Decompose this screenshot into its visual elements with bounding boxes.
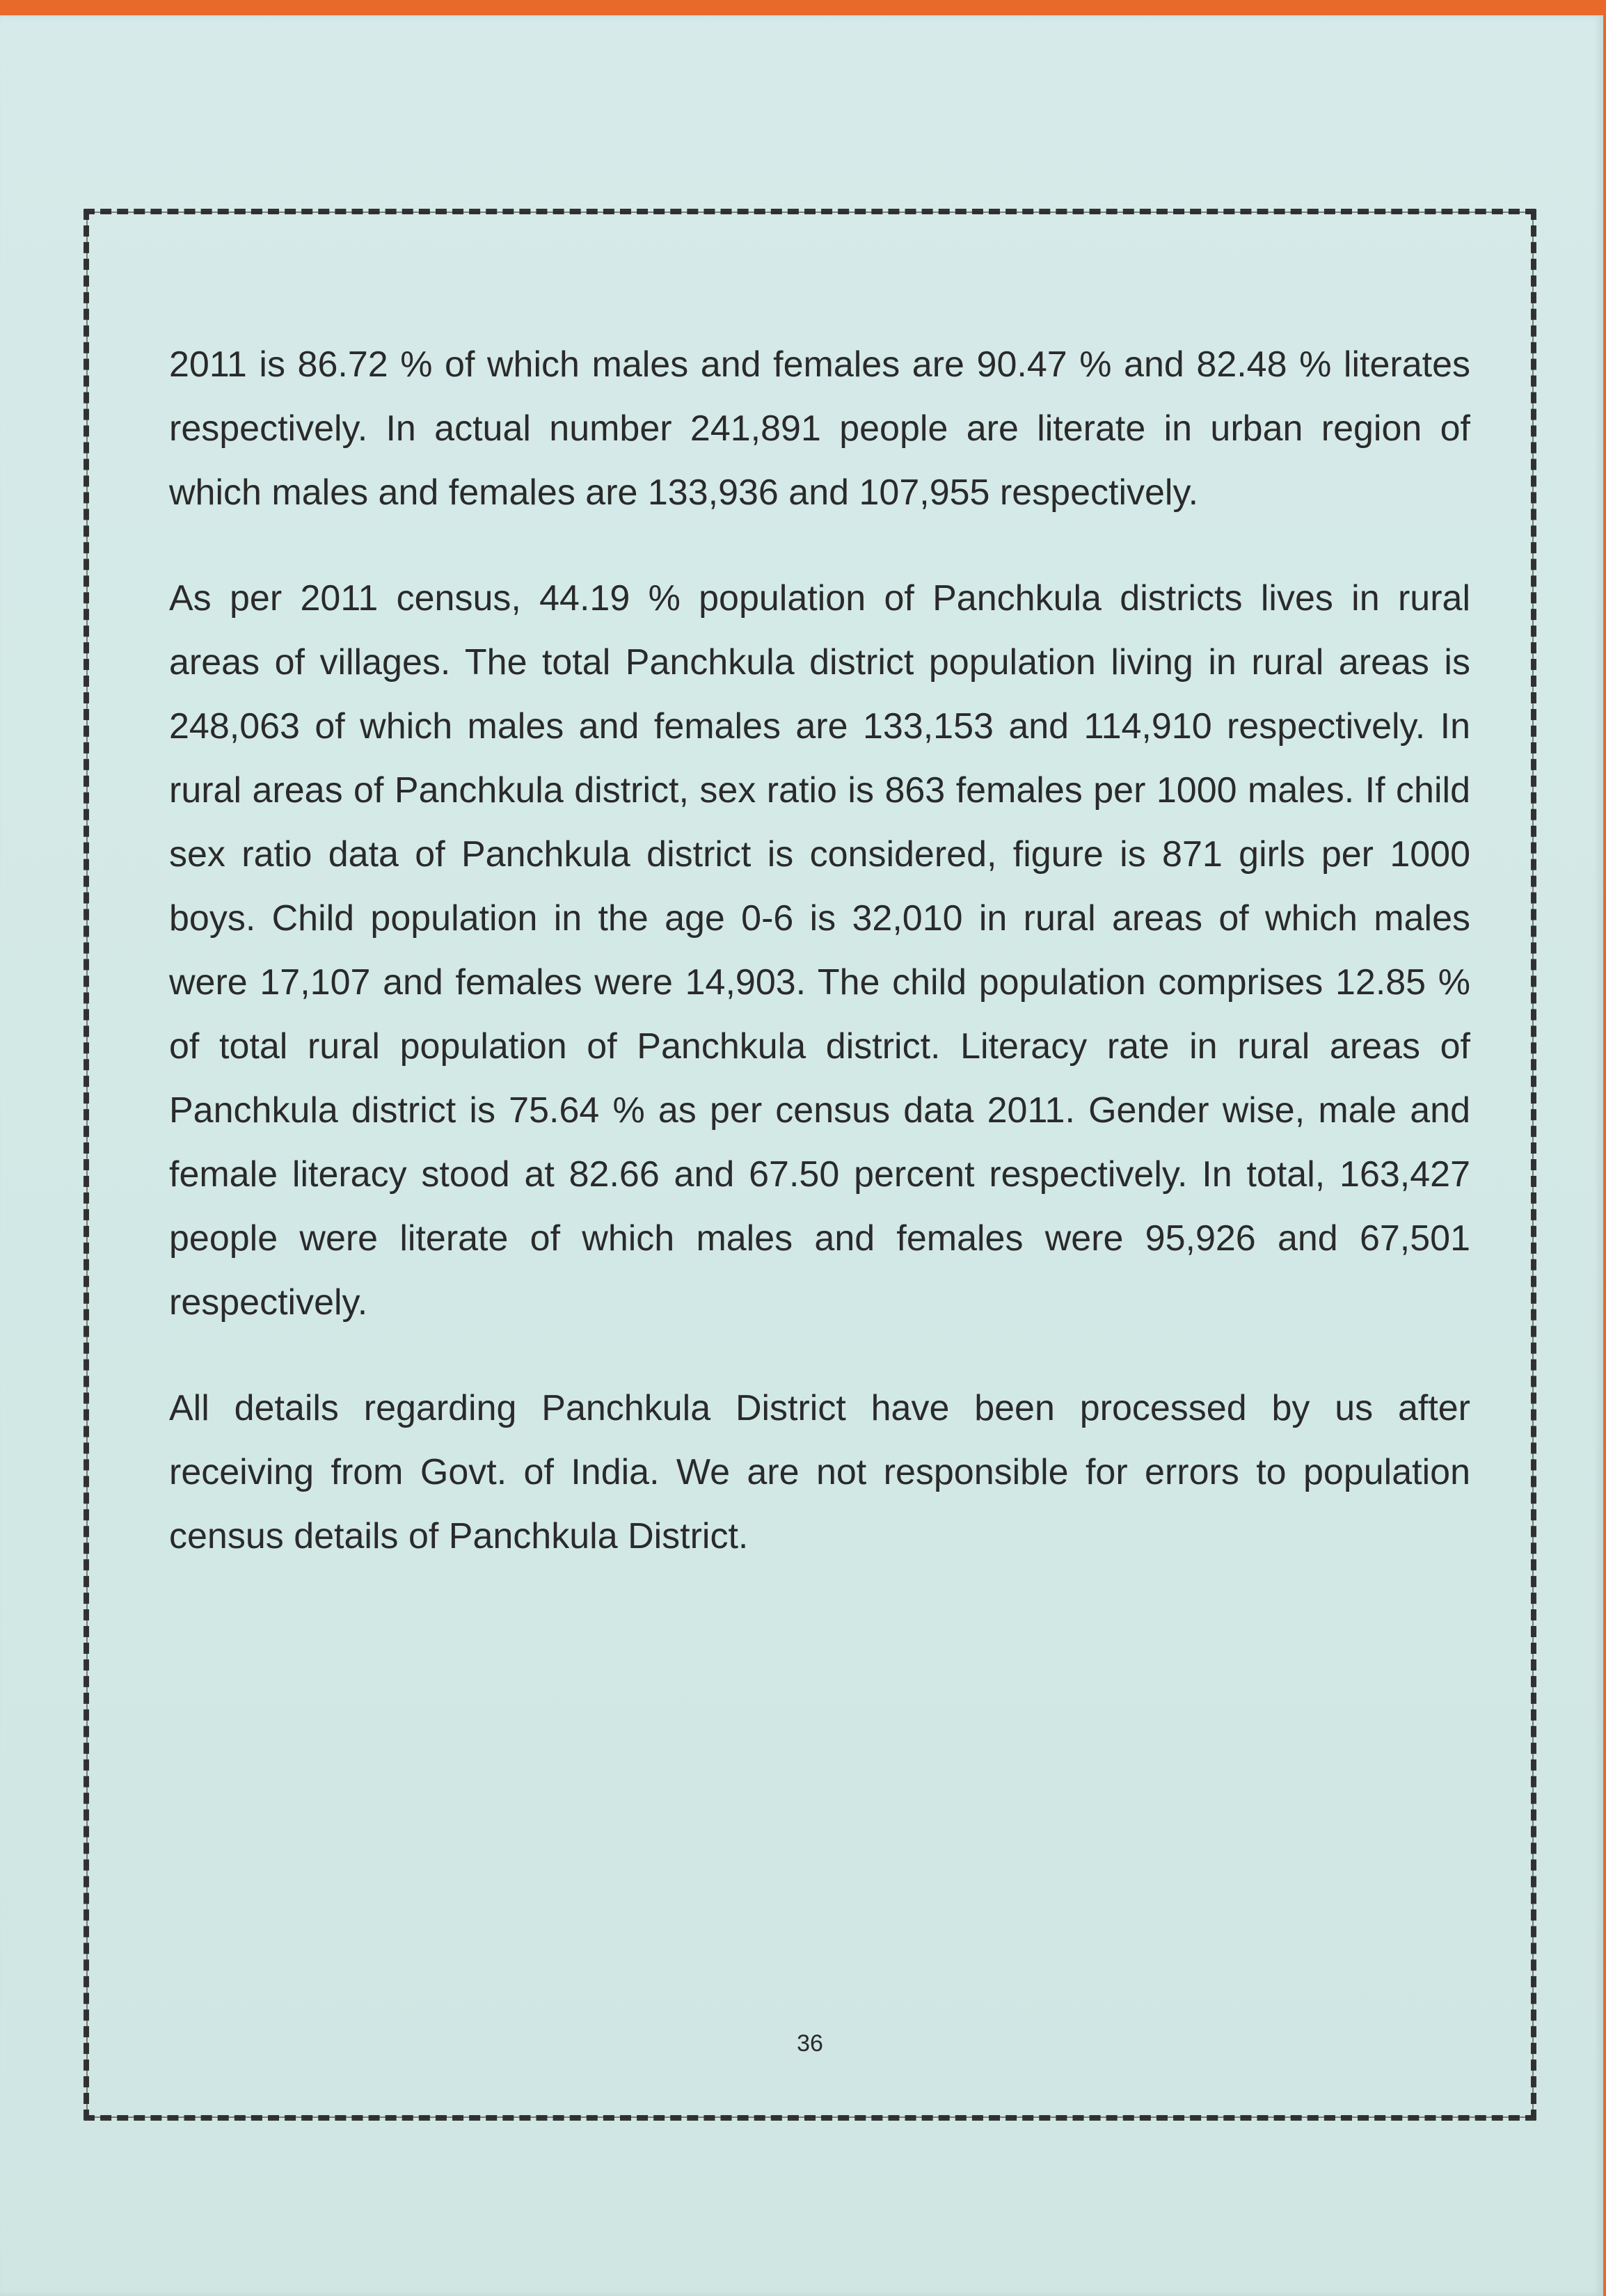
page-border-frame <box>84 209 1536 2121</box>
paragraph-rural-population: As per 2011 census, 44.19 % population of Panchkula districts lives in rural areas of villages. The total Panchkula district population living in rural areas is 248,063 of which males and females are 133,153 and 114,910 respectively. In rural areas of Panchkula district, sex ratio is 863 females per 1000 males. If child sex ratio data of Panchkula district is considered, figure is 871 girls per 1000 boys. Child population in the age 0-6 is 32,010 in rural areas of which males were 17,107 and females were 14,903. The child population comprises 12.85 % of total rural population of Panchkula district. Literacy rate in rural areas of Panchkula district is 75.64 % as per census data 2011. Gender wise, male and female literacy stood at 82.66 and 67.50 percent respectively. In total, 163,427 people were literate of which males and females were 95,926 and 67,501 respectively. <box>169 578 1470 1323</box>
page-number: 36 <box>797 2030 823 2057</box>
page-sheet <box>0 15 1603 2296</box>
paragraph-disclaimer: All details regarding Panchkula District have been processed by us after receiving from Govt. of India. We are not responsible for errors to population census details of Panchkula District. <box>169 1388 1470 1556</box>
body-text <box>169 333 1470 1568</box>
paragraph-urban-literacy: 2011 is 86.72 % of which males and females are 90.47 % and 82.48 % literates respectively. In actual number 241,891 people are literate in urban region of which males and females are 133,936 and 107,955 respectively. <box>169 344 1470 513</box>
